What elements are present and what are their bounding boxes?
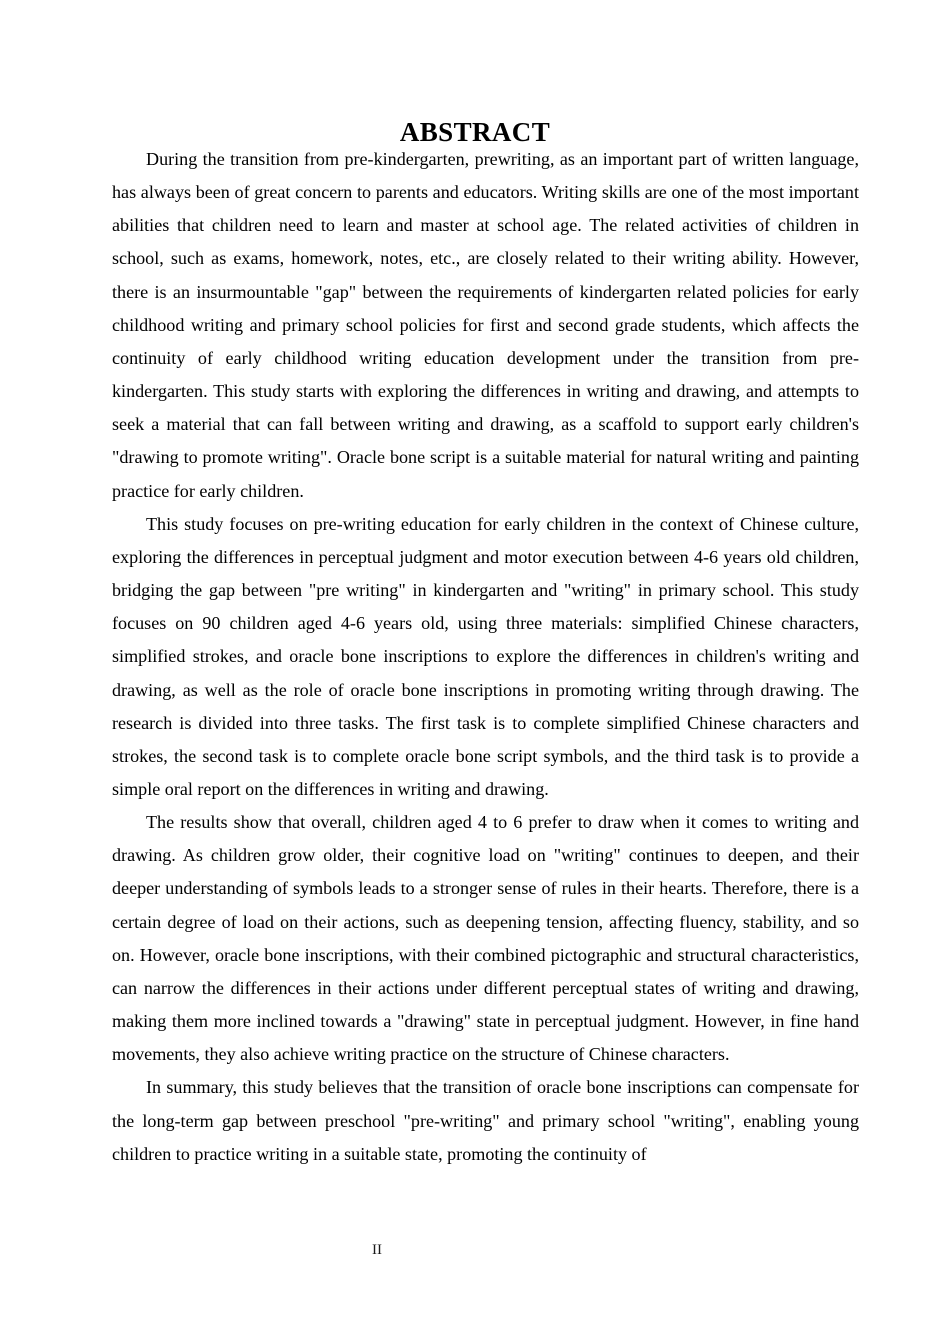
paragraph-1: During the transition from pre-kindergarten, prewriting, as an important part of written language, has always been of great concern to parents and educators. Writing skills are one of the most important abilities that children need to learn and master at school age. The related activities of children in school, such as exams, homework, notes, etc., are closely related to their writing ability. However, there is an insurmountable "gap" between the requirements of kindergarten related policies for early childhood writing and primary school policies for first and second grade students, which affects the continuity of early childhood writing education development under the transition from pre-kindergarten. This study starts with exploring the differences in writing and drawing, and attempts to seek a material that can fall between writing and drawing, as a scaffold to support early children's "drawing to promote writing". Oracle bone script is a suitable material for natural writing and painting practice for early children. bbox=[112, 149, 859, 501]
paragraph-4: In summary, this study believes that the transition of oracle bone inscriptions can compensate for the long-term gap between preschool "pre-writing" and primary school "writing", enabling young children to practice writing in a suitable state, promoting the continuity of bbox=[112, 1077, 859, 1164]
paragraph-2: This study focuses on pre-writing education for early children in the context of Chinese culture, exploring the differences in perceptual judgment and motor execution between 4-6 years old children, bridging the gap between "pre writing" in kindergarten and "writing" in primary school. This study focuses on 90 children aged 4-6 years old, using three materials: simplified Chinese characters, simplified strokes, and oracle bone inscriptions to explore the differences in children's writing and drawing, as well as the role of oracle bone inscriptions in promoting writing through drawing. The research is divided into three tasks. The first task is to complete simplified Chinese characters and strokes, the second task is to complete oracle bone script symbols, and the third task is to provide a simple oral report on the differences in writing and drawing. bbox=[112, 513, 859, 799]
page-number: II bbox=[372, 1242, 382, 1258]
page-title: ABSTRACT bbox=[399, 117, 551, 148]
abstract-body bbox=[112, 143, 859, 1171]
paragraph-3: The results show that overall, children aged 4 to 6 prefer to draw when it comes to writing and drawing. As children grow older, their cognitive load on "writing" continues to deepen, and their deeper understanding of symbols leads to a stronger sense of rules in their hearts. Therefore, there is a certain degree of load on their actions, such as deepening tension, affecting fluency, stability, and so on. However, oracle bone inscriptions, with their combined pictographic and structural characteristics, can narrow the differences in their actions under different perceptual states of writing and drawing, making them more inclined towards a "drawing" state in perceptual judgment. However, in fine hand movements, they also achieve writing practice on the structure of Chinese characters. bbox=[112, 812, 859, 1065]
